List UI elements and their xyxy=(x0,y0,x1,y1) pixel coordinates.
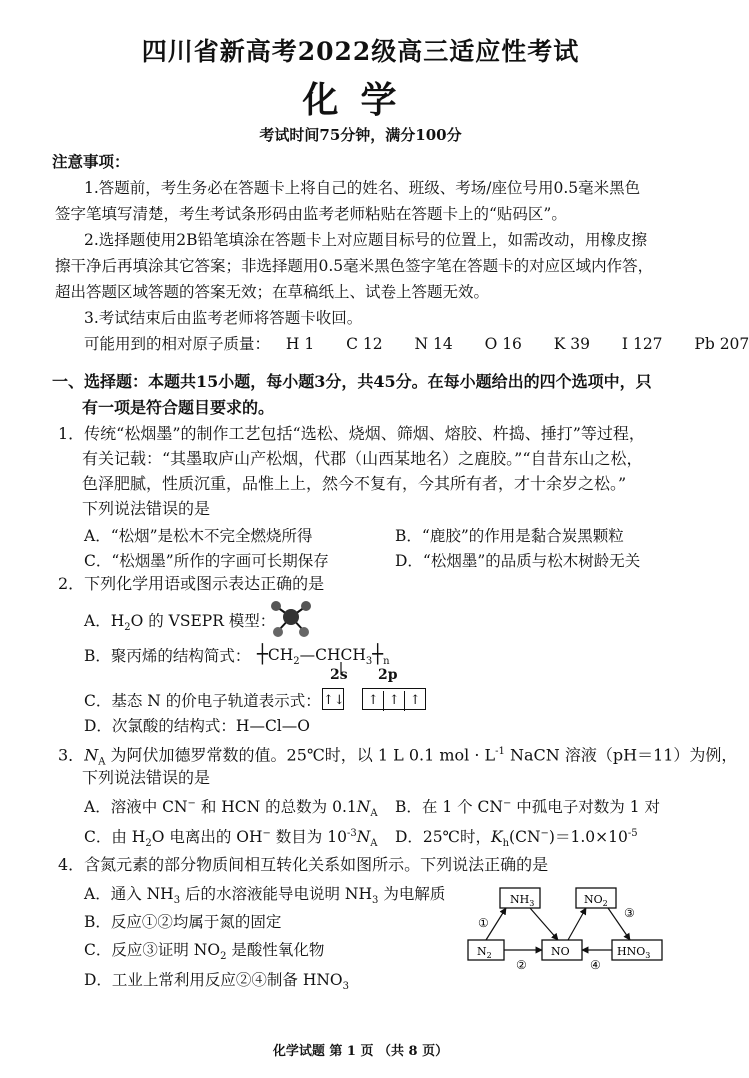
no2-label: $NO_2$ xyxy=(584,893,608,908)
q1-option-d: D．“松烟墨”的品质与松木树龄无关 xyxy=(395,552,641,570)
note-line: 超出答题区域答题的答案无效；在草稿纸上、试卷上答题无效。 xyxy=(55,283,490,301)
orbital-2p-box: ↑ ↑ ↑ xyxy=(362,688,426,710)
arrow-r1 xyxy=(486,908,506,940)
note-line: 擦干净后再填涂其它答案；非选择题用0.5毫米黑色签字笔在答题卡的对应区域内作答， xyxy=(55,257,654,275)
q3-stem: 3．$N_A$ 为阿伏加德罗常数的值。25℃时，以 1 L 0.1 mol · $L^{-1}$ NaCN 溶液（pH＝11）为例， xyxy=(58,745,738,768)
time-info: 考试时间75分钟，满分100分 xyxy=(259,126,462,144)
atomic-mass: C 12 xyxy=(346,335,383,353)
q4-option-c: C．反应③证明 $NO_2$ 是酸性氧化物 xyxy=(84,941,325,963)
atomic-mass-line xyxy=(84,334,749,354)
atomic-mass: Pb 207 xyxy=(694,335,749,353)
q2-stem: 2．下列化学用语或图示表达正确的是 xyxy=(58,574,325,593)
q3-option-b: B．在 1 个 CN− 中孤电子对数为 1 对 xyxy=(395,797,661,816)
q2-option-d: D．次氯酸的结构式：H—Cl—O xyxy=(84,717,310,735)
vsepr-model-icon xyxy=(268,597,314,641)
bracket-right: ┼ xyxy=(372,644,384,665)
orbital-2p-label: 2p xyxy=(378,667,398,683)
q1-stem: 有关记载：“其墨取庐山产松烟，代郡（山西某地名）之鹿胶。”“自昔东山之松， xyxy=(82,449,643,468)
q4-option-d: D．工业上常利用反应②④制备 $HNO_3$ xyxy=(84,971,350,993)
reaction-4-label: ④ xyxy=(590,958,601,972)
nh3-label: $NH_3$ xyxy=(510,893,535,908)
q4-stem: 4．含氮元素的部分物质间相互转化关系如图所示。下列说法正确的是 xyxy=(58,855,549,874)
hno3-label: $HNO_3$ xyxy=(617,945,651,960)
q4-option-b: B．反应①②均属于氮的固定 xyxy=(84,913,282,931)
note-line: 3.考试结束后由监考老师将答题卡收回。 xyxy=(84,309,363,327)
orbital-2s-label: 2s xyxy=(330,667,348,683)
atomic-mass: I 127 xyxy=(621,335,663,353)
q3-option-d: D．25℃时，$K_h(CN^-)=1.0\times 10^{-5}$ xyxy=(395,827,638,850)
orbital-2s-box: ↑↓ xyxy=(322,688,344,710)
atomic-mass: K 39 xyxy=(553,335,591,353)
q3-option-c: C．由 $H_2O$ 电离出的 OH− 数目为 $10^{-3}N_A$ xyxy=(84,827,378,850)
q1-stem: 色泽肥腻，性质沉重，品惟上上，然今不复有，今其所有者，才十余岁之松。” xyxy=(82,474,627,493)
section-heading: 一、选择题：本题共15小题，每小题3分，共45分。在每小题给出的四个选项中，只 xyxy=(52,372,652,391)
polypropylene-formula: $┼CH_2—CHCH_3┼_n$ xyxy=(257,644,390,668)
section-heading-cont: 有一项是符合题目要求的。 xyxy=(82,398,275,417)
atomic-mass: O 16 xyxy=(484,335,522,353)
exam-title: 四川省新高考2022级高三适应性考试 xyxy=(141,37,580,66)
no-label: NO xyxy=(551,945,570,958)
note-line: 2.选择题使用2B铅笔填涂在答题卡上对应题目标号的位置上，如需改动，用橡皮擦 xyxy=(84,231,648,249)
q1-stem: 1．传统“松烟墨”的制作工艺包括“选松、烧烟、筛烟、熔胶、杵捣、捶打”等过程， xyxy=(58,424,645,443)
reaction-3-label: ③ xyxy=(624,906,635,920)
notes-heading: 注意事项： xyxy=(52,152,130,171)
q2-option-a: A．$H_2O$ 的 VSEPR 模型： xyxy=(84,612,276,634)
q3-option-a: A．溶液中 CN− 和 HCN 的总数为 $0.1N_A$ xyxy=(84,797,378,820)
reaction-2-label: ② xyxy=(516,958,527,972)
reaction-1-label: ① xyxy=(478,916,489,930)
q1-stem: 下列说法错误的是 xyxy=(82,499,211,518)
nitrogen-conversion-diagram xyxy=(460,880,670,975)
arrow-no-no2 xyxy=(568,908,586,940)
q1-option-b: B．“鹿胶”的作用是黏合炭黑颗粒 xyxy=(395,527,624,545)
bracket-left: ┼ xyxy=(257,644,268,665)
q1-option-c: C．“松烟墨”所作的字画可长期保存 xyxy=(84,552,329,570)
note-line: 签字笔填写清楚，考生考试条形码由监考老师粘贴在答题卡上的“贴码区”。 xyxy=(55,205,567,223)
atomic-mass-label: 可能用到的相对原子质量： xyxy=(84,335,271,353)
q1-option-a: A．“松烟”是松木不完全燃烧所得 xyxy=(84,527,313,545)
arrow-nh3-no xyxy=(530,908,558,940)
subject-title: 化学 xyxy=(302,79,419,121)
q4-option-a: A．通入 $NH_3$ 后的水溶液能导电说明 $NH_3$ 为电解质 xyxy=(84,885,446,907)
note-line: 1.答题前，考生务必在答题卡上将自己的姓名、班级、考场/座位号用0.5毫米黑色 xyxy=(84,179,641,197)
q2-option-c: C．基态 N 的价电子轨道表示式： xyxy=(84,692,321,710)
atomic-mass: H 1 xyxy=(285,335,315,353)
atomic-mass: N 14 xyxy=(414,335,453,353)
q2-option-b: B．聚丙烯的结构简式： xyxy=(84,647,251,665)
orbital-diagram xyxy=(322,688,426,710)
page-footer: 化学试题 第 1 页 （共 8 页） xyxy=(272,1044,449,1059)
n2-label: $N_2$ xyxy=(477,945,492,960)
q3-stem: 下列说法错误的是 xyxy=(82,768,211,787)
